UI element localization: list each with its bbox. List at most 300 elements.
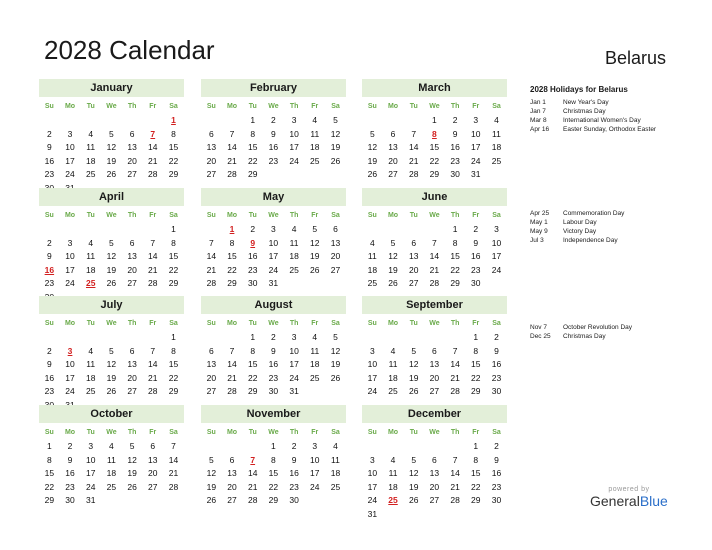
week-row <box>362 250 507 264</box>
week-row <box>362 372 507 386</box>
weekday-label: Mo <box>226 212 238 219</box>
weekday-label: Sa <box>492 429 501 436</box>
day-cell <box>403 440 424 454</box>
holiday-name: Victory Day <box>563 228 597 235</box>
day-cell: 18 <box>310 359 320 369</box>
week-row <box>362 264 507 278</box>
day-cell: 5 <box>333 332 338 342</box>
day-cell: 1 <box>250 115 256 125</box>
holiday-group <box>530 98 656 134</box>
day-cell: 7 <box>452 454 458 465</box>
day-cell: 21 <box>408 155 419 166</box>
weekday-row <box>201 316 346 331</box>
page-title: 2028 Calendar <box>44 35 215 65</box>
weekday-label: Tu <box>409 103 418 110</box>
day-cell: 15 <box>168 251 179 261</box>
day-cell: 26 <box>127 481 137 492</box>
day-cell: 14 <box>408 142 419 152</box>
month-august <box>201 296 346 399</box>
day-cell: 30 <box>289 495 299 505</box>
weekday-label: Tu <box>248 103 257 110</box>
day-cell: 26 <box>408 495 419 505</box>
week-row <box>362 114 507 128</box>
day-cell: 23 <box>289 481 299 492</box>
day-cell: 24 <box>367 386 378 396</box>
week-row <box>201 385 346 399</box>
month-header: November <box>201 405 346 423</box>
day-cell: 18 <box>106 468 117 478</box>
week-row <box>39 481 184 495</box>
day-cell: 24 <box>310 481 320 492</box>
weekday-label: Sa <box>492 103 501 110</box>
holiday-row <box>530 125 656 134</box>
day-cell: 6 <box>129 345 135 356</box>
day-cell <box>80 331 101 345</box>
weekday-label: Mo <box>226 429 238 436</box>
day-cell: 9 <box>250 237 256 248</box>
weekday-label: Sa <box>492 320 501 327</box>
week-row <box>201 372 346 386</box>
day-cell: 28 <box>206 278 217 288</box>
day-cell: 21 <box>227 155 237 166</box>
holiday-row <box>530 323 632 332</box>
weekday-label: Th <box>450 320 460 327</box>
weekday-label: Sa <box>169 320 178 327</box>
week-row <box>201 331 346 345</box>
day-cell: 7 <box>452 345 458 356</box>
weekday-row <box>201 99 346 114</box>
day-cell: 29 <box>471 386 481 396</box>
day-cell: 8 <box>250 128 256 139</box>
day-cell: 12 <box>388 251 398 261</box>
day-cell: 8 <box>46 454 52 465</box>
week-row <box>201 454 346 468</box>
weekday-label: Fr <box>472 212 480 219</box>
day-cell: 27 <box>227 495 237 505</box>
day-cell: 20 <box>227 481 237 492</box>
day-cell: 16 <box>491 468 502 478</box>
weekday-label: Sa <box>169 103 178 110</box>
day-cell: 16 <box>44 155 55 166</box>
weekday-label: Su <box>206 429 216 436</box>
day-cell: 15 <box>471 468 481 478</box>
week-row <box>201 128 346 142</box>
day-cell: 21 <box>227 372 237 383</box>
weekday-label: Fr <box>311 320 319 327</box>
weekday-label: Tu <box>409 320 418 327</box>
week-row <box>201 237 346 251</box>
brand-logo <box>590 486 668 509</box>
day-cell: 18 <box>330 468 341 478</box>
day-cell: 13 <box>206 142 217 152</box>
week-row <box>39 494 184 508</box>
day-cell: 27 <box>148 481 158 492</box>
day-cell: 19 <box>106 264 117 275</box>
day-cell: 22 <box>471 372 481 383</box>
weekday-label: Su <box>367 212 377 219</box>
day-cell: 16 <box>450 142 460 152</box>
day-cell: 14 <box>247 468 258 478</box>
day-cell: 24 <box>289 372 299 383</box>
day-cell: 16 <box>289 468 299 478</box>
day-cell <box>122 223 143 237</box>
weekday-label: Su <box>44 429 54 436</box>
day-cell: 4 <box>88 345 94 356</box>
day-cell: 7 <box>150 237 156 248</box>
day-cell: 1 <box>432 115 437 125</box>
day-cell: 7 <box>432 237 437 248</box>
day-cell <box>242 440 263 454</box>
weekday-row <box>39 316 184 331</box>
holiday-name: New Year's Day <box>563 99 609 106</box>
day-cell: 31 <box>289 386 299 396</box>
day-cell: 24 <box>367 495 378 505</box>
week-row <box>201 494 346 508</box>
day-cell: 2 <box>271 115 276 125</box>
day-cell: 29 <box>247 169 258 179</box>
day-cell: 29 <box>471 495 481 505</box>
day-cell: 5 <box>369 128 375 139</box>
month-header: September <box>362 296 507 314</box>
weekday-label: We <box>268 212 279 219</box>
day-cell <box>486 508 507 522</box>
day-cell: 17 <box>85 468 96 478</box>
weekday-label: Th <box>450 212 460 219</box>
day-cell: 14 <box>227 359 237 369</box>
day-cell <box>60 223 81 237</box>
weekday-label: Mo <box>387 320 399 327</box>
holiday-row <box>530 209 624 218</box>
day-cell: 28 <box>247 495 258 505</box>
weekday-label: Fr <box>311 429 319 436</box>
day-cell: 11 <box>388 468 398 478</box>
day-cell <box>60 114 81 128</box>
week-row <box>39 277 184 291</box>
day-cell: 17 <box>65 264 75 275</box>
day-cell: 6 <box>411 237 417 248</box>
day-cell: 13 <box>227 468 237 478</box>
day-cell: 11 <box>310 128 320 139</box>
day-cell: 18 <box>289 251 299 261</box>
day-cell: 8 <box>250 345 256 356</box>
week-row <box>201 481 346 495</box>
weekday-label: Tu <box>248 429 257 436</box>
day-cell: 4 <box>291 224 297 234</box>
holiday-date: May 9 <box>530 228 548 235</box>
day-cell: 9 <box>494 454 499 465</box>
holiday-group <box>530 323 632 341</box>
day-cell: 13 <box>429 359 440 369</box>
day-cell: 30 <box>491 386 502 396</box>
day-cell: 7 <box>229 345 235 356</box>
day-cell: 20 <box>148 468 158 478</box>
day-cell: 8 <box>171 128 176 139</box>
day-cell: 22 <box>247 155 258 166</box>
day-cell: 21 <box>148 264 158 275</box>
day-cell: 23 <box>44 169 55 179</box>
weekday-label: We <box>268 429 279 436</box>
day-cell: 3 <box>271 224 276 234</box>
day-cell: 18 <box>85 372 96 383</box>
day-cell: 10 <box>310 454 320 465</box>
day-cell: 13 <box>429 468 440 478</box>
day-cell: 10 <box>289 128 299 139</box>
week-row <box>362 508 507 522</box>
day-cell <box>362 114 383 128</box>
day-cell: 17 <box>310 468 320 478</box>
day-cell: 30 <box>247 278 258 288</box>
day-cell: 25 <box>106 481 117 492</box>
day-cell: 10 <box>367 468 378 478</box>
day-cell: 12 <box>408 359 419 369</box>
day-cell: 5 <box>312 224 318 234</box>
day-cell: 3 <box>67 128 73 139</box>
day-cell: 18 <box>85 155 96 166</box>
day-cell: 19 <box>330 359 341 369</box>
day-cell: 1 <box>229 224 235 234</box>
day-cell <box>362 331 383 345</box>
day-cell: 1 <box>473 332 479 342</box>
day-cell <box>39 223 60 237</box>
day-cell: 24 <box>85 481 96 492</box>
day-cell <box>383 223 404 237</box>
day-cell: 6 <box>208 128 214 139</box>
day-cell: 2 <box>46 128 52 139</box>
day-cell: 28 <box>148 278 158 288</box>
day-cell: 27 <box>127 169 137 179</box>
day-cell: 9 <box>46 251 52 261</box>
day-cell: 20 <box>429 481 440 492</box>
weekday-label: We <box>429 429 440 436</box>
day-cell: 21 <box>247 481 258 492</box>
day-cell <box>201 114 222 128</box>
day-cell: 15 <box>44 468 55 478</box>
day-cell: 3 <box>473 115 479 125</box>
day-cell: 9 <box>473 237 479 248</box>
day-cell: 29 <box>168 278 179 288</box>
day-cell <box>222 331 243 345</box>
month-september <box>362 296 507 399</box>
day-cell <box>142 114 163 128</box>
month-january <box>39 79 184 195</box>
day-cell: 21 <box>148 155 158 166</box>
day-cell: 15 <box>168 359 179 369</box>
day-cell: 5 <box>129 441 135 451</box>
day-cell: 1 <box>452 224 458 234</box>
month-header: June <box>362 188 507 206</box>
day-cell: 22 <box>168 264 179 275</box>
day-cell <box>383 508 404 522</box>
holiday-name: Easter Sunday, Orthodox Easter <box>563 126 657 133</box>
holiday-date: Dec 25 <box>530 333 551 340</box>
day-cell: 28 <box>168 481 179 492</box>
day-cell: 2 <box>250 224 256 234</box>
day-cell: 12 <box>106 359 117 369</box>
day-cell: 6 <box>129 128 135 139</box>
day-cell: 11 <box>492 128 501 139</box>
day-cell: 13 <box>330 237 341 248</box>
weekday-label: Tu <box>248 212 257 219</box>
week-row <box>201 467 346 481</box>
week-row <box>362 494 507 508</box>
day-cell: 19 <box>367 155 378 166</box>
weekday-label: Th <box>127 320 137 327</box>
day-cell <box>142 494 163 508</box>
day-cell: 3 <box>67 345 73 356</box>
day-cell: 30 <box>471 278 481 288</box>
day-cell: 11 <box>331 454 340 465</box>
holiday-date: Jan 7 <box>530 108 546 115</box>
month-march <box>362 79 507 182</box>
weekday-label: Su <box>367 429 377 436</box>
week-row <box>39 454 184 468</box>
day-cell: 19 <box>127 468 137 478</box>
day-cell: 31 <box>367 508 378 519</box>
weekday-label: We <box>429 212 440 219</box>
day-cell: 8 <box>473 345 479 356</box>
day-cell <box>122 331 143 345</box>
day-cell: 14 <box>148 142 158 152</box>
day-cell: 12 <box>367 142 378 152</box>
day-cell <box>424 331 445 345</box>
holiday-name: Commemoration Day <box>563 210 625 217</box>
week-row <box>201 155 346 169</box>
day-cell: 25 <box>491 155 502 166</box>
day-cell: 25 <box>85 278 96 288</box>
day-cell: 22 <box>268 481 279 492</box>
day-cell: 20 <box>127 264 137 275</box>
day-cell: 7 <box>150 345 156 356</box>
day-cell: 16 <box>491 359 502 369</box>
day-cell <box>445 440 466 454</box>
day-cell: 18 <box>85 264 96 275</box>
day-cell: 2 <box>46 237 52 248</box>
holiday-name: Independence Day <box>563 237 618 244</box>
day-cell: 19 <box>388 264 398 275</box>
month-header: February <box>201 79 346 97</box>
weekday-label: Tu <box>409 429 418 436</box>
day-cell: 28 <box>429 278 440 288</box>
weekday-label: Mo <box>387 103 399 110</box>
day-cell <box>60 331 81 345</box>
day-cell: 6 <box>208 345 214 356</box>
holiday-date: Apr 16 <box>530 126 550 133</box>
day-cell: 21 <box>168 468 179 478</box>
day-cell: 24 <box>471 155 481 166</box>
day-cell: 16 <box>247 251 258 261</box>
powered-by-label: powered by <box>608 486 650 493</box>
day-cell: 24 <box>65 278 75 288</box>
week-row <box>39 385 184 399</box>
day-cell <box>383 440 404 454</box>
month-header: October <box>39 405 184 423</box>
day-cell: 22 <box>450 264 460 275</box>
day-cell: 1 <box>473 441 479 451</box>
day-cell: 29 <box>429 169 440 179</box>
month-may <box>201 188 346 291</box>
day-cell: 11 <box>86 359 96 369</box>
day-cell: 24 <box>65 169 75 179</box>
weekday-label: We <box>429 320 440 327</box>
weekday-label: Fr <box>149 212 157 219</box>
day-cell: 6 <box>432 345 437 356</box>
brand-name <box>590 493 668 509</box>
weekday-label: We <box>106 429 117 436</box>
holiday-name: Christmas Day <box>563 333 606 340</box>
day-cell: 23 <box>44 278 55 288</box>
day-cell: 1 <box>271 441 276 451</box>
month-november <box>201 405 346 508</box>
day-cell: 26 <box>106 169 117 179</box>
month-header: August <box>201 296 346 314</box>
week-row <box>39 345 184 359</box>
day-cell: 3 <box>67 237 73 248</box>
day-cell: 8 <box>229 237 235 248</box>
week-row <box>39 250 184 264</box>
day-cell: 12 <box>106 251 117 261</box>
day-cell: 5 <box>109 128 114 139</box>
day-cell <box>424 440 445 454</box>
day-cell: 6 <box>129 237 135 248</box>
week-row <box>362 223 507 237</box>
week-row <box>201 277 346 291</box>
holiday-date: Nov 7 <box>530 324 547 331</box>
day-cell: 17 <box>268 251 279 261</box>
day-cell: 29 <box>168 169 179 179</box>
day-cell: 31 <box>85 495 96 505</box>
day-cell: 13 <box>127 251 137 261</box>
day-cell: 13 <box>408 251 419 261</box>
day-cell: 21 <box>206 264 217 275</box>
weekday-label: Fr <box>149 429 157 436</box>
weekday-label: Fr <box>311 103 319 110</box>
day-cell: 23 <box>491 372 502 383</box>
day-cell: 11 <box>86 251 96 261</box>
day-cell: 9 <box>271 345 276 356</box>
day-cell: 30 <box>65 495 75 505</box>
day-cell: 27 <box>206 169 217 179</box>
day-cell: 9 <box>291 454 297 465</box>
weekday-row <box>39 99 184 114</box>
day-cell: 10 <box>491 237 502 248</box>
holiday-row <box>530 332 632 341</box>
day-cell: 9 <box>494 345 499 356</box>
day-cell <box>445 331 466 345</box>
day-cell: 8 <box>452 237 458 248</box>
weekday-label: Fr <box>472 103 480 110</box>
day-cell <box>486 277 507 291</box>
day-cell: 8 <box>432 128 437 139</box>
day-cell: 15 <box>268 468 279 478</box>
week-row <box>39 358 184 372</box>
day-cell: 27 <box>206 386 217 396</box>
day-cell: 23 <box>471 264 481 275</box>
week-row <box>362 128 507 142</box>
day-cell: 18 <box>310 142 320 152</box>
week-row <box>201 264 346 278</box>
day-cell: 23 <box>491 481 502 492</box>
day-cell: 22 <box>429 155 440 166</box>
day-cell: 1 <box>171 115 176 125</box>
weekday-label: Sa <box>331 212 340 219</box>
holiday-row <box>530 236 624 245</box>
day-cell: 6 <box>229 454 235 465</box>
day-cell: 25 <box>388 495 398 505</box>
day-cell <box>362 440 383 454</box>
day-cell: 12 <box>330 345 341 356</box>
day-cell <box>304 277 325 291</box>
weekday-label: Tu <box>86 320 95 327</box>
